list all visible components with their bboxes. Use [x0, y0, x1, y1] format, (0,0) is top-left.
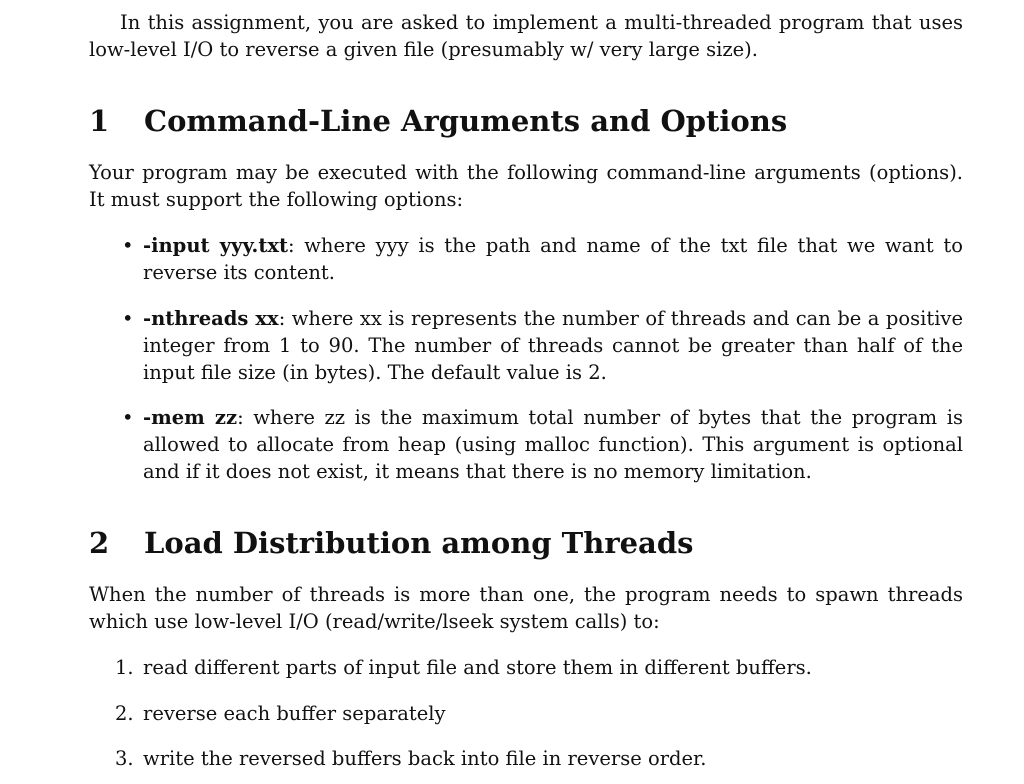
list-item [89, 745, 963, 772]
section-2-number: 2 [89, 526, 110, 560]
section-2-title: Load Distribution among Threads [144, 526, 694, 560]
step-number: 3. [115, 747, 134, 770]
option-flag: -nthreads xx [143, 307, 279, 330]
option-description: : where yyy is the path and name of the txt file that we want to reverse its content. [143, 234, 963, 284]
option-text [143, 305, 963, 386]
option-flag: -input yyy.txt [143, 234, 288, 257]
list-item [89, 305, 963, 386]
section-1-heading [89, 103, 963, 139]
step-number: 2. [115, 702, 134, 725]
step-text: write the reversed buffers back into file in reverse order. [143, 747, 707, 770]
list-item [89, 232, 963, 286]
bullet-icon: • [122, 406, 134, 429]
list-item [89, 404, 963, 485]
section-2-heading [89, 525, 963, 561]
option-text [143, 232, 963, 286]
option-text [143, 404, 963, 485]
bullet-icon: • [122, 307, 134, 330]
section-1-title: Command-Line Arguments and Options [144, 104, 788, 138]
bullet-icon: • [122, 234, 134, 257]
intro-paragraph: In this assignment, you are asked to implement a multi-threaded program that uses low-level I/O to reverse a given file (presumably w/ very large size). [89, 11, 963, 61]
option-description: : where zz is the maximum total number of bytes that the program is allowed to allocate from heap (using malloc function). This argument is optional and if it does not exist, it means that there is no memory limitation. [143, 406, 963, 483]
section-1-number: 1 [89, 104, 110, 138]
step-text: reverse each buffer separately [143, 702, 446, 725]
option-description: : where xx is represents the number of threads and can be a positive integer from 1 to 90. The number of threads cannot be greater than half of the input file size (in bytes). The default value is 2. [143, 307, 963, 384]
step-number: 1. [115, 656, 134, 679]
step-text: read different parts of input file and store them in different buffers. [143, 656, 812, 679]
section-2-paragraph: When the number of threads is more than one, the program needs to spawn threads which use low-level I/O (read/write/lseek system calls) to: [89, 583, 963, 633]
list-item [89, 700, 963, 727]
list-item [89, 654, 963, 681]
section-1-paragraph: Your program may be executed with the following command-line arguments (options). It must support the following options: [89, 161, 963, 211]
option-flag: -mem zz [143, 406, 238, 429]
